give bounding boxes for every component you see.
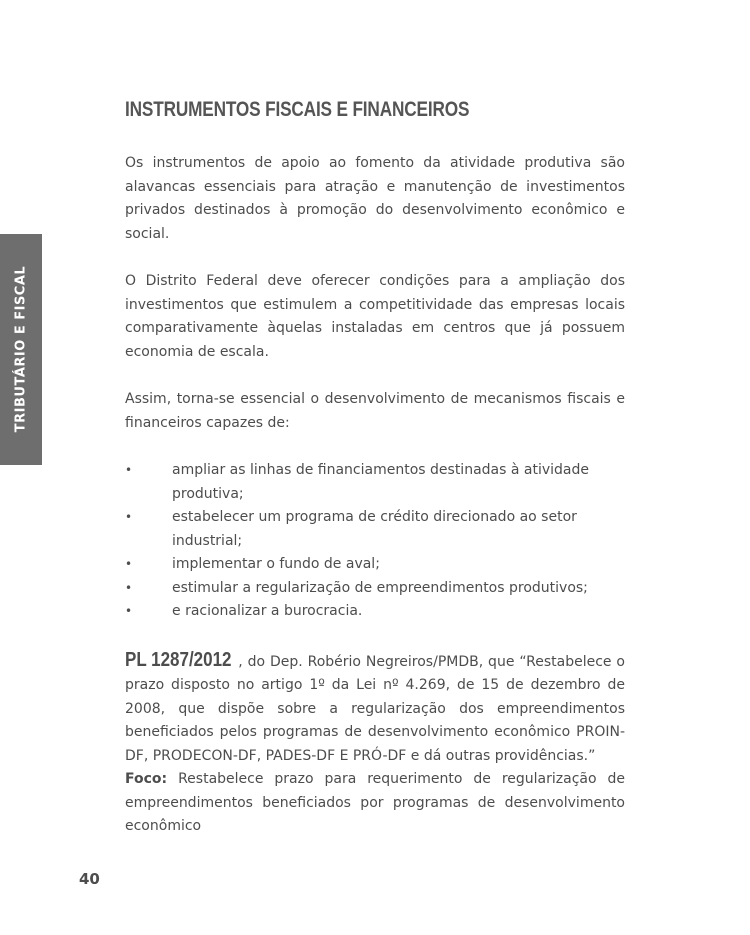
- side-tab-label: TRIBUTÁRIO E FISCAL: [13, 265, 29, 433]
- list-item: [125, 553, 625, 577]
- list-item-text: estimular a regularização de empreendimentos produtivos;: [172, 579, 588, 596]
- section-title: INSTRUMENTOS FISCAIS E FINANCEIROS: [125, 98, 470, 121]
- list-item-text: e racionalizar a burocracia.: [172, 603, 363, 619]
- bullet-icon: •: [125, 604, 133, 618]
- focus-text: Restabelece prazo para requerimento de regularização de empreendimentos beneficiados por programas de desenvolvimento econômico: [125, 771, 625, 834]
- paragraph-mechanisms: Assim, torna-se essencial o desenvolvimento de mecanismos fiscais e financeiros capazes de:: [125, 391, 625, 431]
- list-item-text: estabelecer um programa de crédito direcionado ao setor industrial;: [172, 509, 577, 549]
- section-side-tab: [0, 234, 42, 465]
- mechanisms-list: [125, 459, 625, 624]
- paragraph-intro: Os instrumentos de apoio ao fomento da atividade produtiva são alavancas essenciais para atração e manutenção de investimentos privados destinados à promoção do desenvolvimento econômico e social.: [125, 155, 625, 242]
- paragraph-distrito-federal: O Distrito Federal deve oferecer condições para a ampliação dos investimentos que estimulem a competitividade das empresas locais comparativamente àquelas instaladas em centros que já possuem economia de escala.: [125, 273, 625, 360]
- bill-description: , do Dep. Robério Negreiros/PMDB, que “Restabelece o prazo disposto no artigo 1º da Lei nº 4.269, de 15 de dezembro de 2008, que dispõe sobre a regularização dos empreendimentos beneficiados pelos programas de desenvolvimento econômico PROIN-DF, PRODECON-DF, PADES-DF E PRÓ-DF e dá outras providências.”: [125, 653, 625, 764]
- page-content: [125, 98, 625, 839]
- bill-code: PL 1287/2012: [125, 648, 232, 671]
- list-item: [125, 600, 625, 624]
- bullet-icon: •: [125, 463, 133, 477]
- bullet-icon: •: [125, 510, 133, 524]
- list-item-text: implementar o fundo de aval;: [172, 556, 380, 572]
- page-number: 40: [79, 870, 100, 888]
- list-item: [125, 577, 625, 601]
- bullet-icon: •: [125, 580, 133, 595]
- list-item: [125, 459, 625, 506]
- list-item-text: ampliar as linhas de financiamentos destinadas à atividade produtiva;: [172, 462, 589, 502]
- focus-label: Foco:: [125, 771, 168, 787]
- list-item: [125, 506, 625, 553]
- bill-summary: [125, 649, 625, 839]
- bullet-icon: •: [125, 557, 133, 571]
